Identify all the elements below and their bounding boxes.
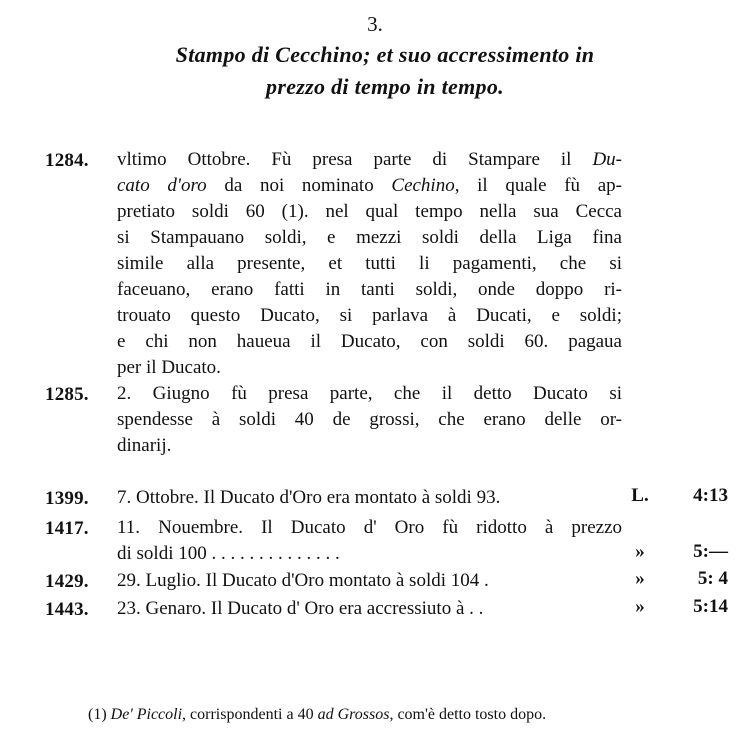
footnote-author: De' Piccoli [110,706,183,723]
entry-line: trouato questo Ducato, si parlava à Ducati, e soldi; [117,305,622,326]
entry-year: 1443. [45,599,89,620]
entry-year: 1285. [45,384,89,405]
entry-year: 1399. [45,488,89,509]
page-title-line-2: prezzo di tempo in tempo. [266,74,504,99]
footnote-marker: (1) [88,706,107,723]
ditto-mark: » [635,596,645,617]
footnote [88,706,728,724]
entry-line: faceuano, erano fatti in tanti soldi, onde doppo ri- [117,279,622,300]
entry-year: 1429. [45,571,89,592]
entry-year: 1417. [45,518,89,539]
entry-line: per il Ducato. [117,357,221,378]
entry-year: 1284. [45,150,89,171]
entry-line: e chi non haueua il Ducato, con soldi 60. pagaua [117,331,622,352]
entry-line: 23. Genaro. Il Ducato d' Oro era accressiuto à . . [117,598,484,619]
amount: 5:— [693,541,728,562]
entry-line: simile alla presente, et tutti li pagamenti, che si [117,253,622,274]
page-title-line-1: Stampo di Cecchino; et suo accressimento in [175,42,595,67]
entry-line: 29. Luglio. Il Ducato d'Oro montato à soldi 104 . [117,570,489,591]
entry-line: pretiato soldi 60 (1). nel qual tempo nella sua Cecca [117,201,622,222]
entry-line: 11. Nouembre. Il Ducato d' Oro fù ridotto à prezzo [117,517,622,538]
amount: 5: 4 [697,568,728,589]
ditto-mark: » [635,541,645,562]
entry-line: di soldi 100 . . . . . . . . . . . . . . [117,543,340,564]
entry-line: 7. Ottobre. Il Ducato d'Oro era montato à soldi 93. [117,487,501,508]
entry-line: vltimo Ottobre. Fù presa parte di Stampare il Du- [117,149,622,170]
entry-line: si Stampauano soldi, e mezzi soldi della Liga fina [117,227,622,248]
footnote-term: ad Grossos [317,706,390,723]
currency-mark: L. [631,485,649,506]
entry-line: cato d'oro da noi nominato Cechino, il quale fù ap- [117,175,623,196]
ditto-mark: » [635,568,645,589]
entry-line: spendesse à soldi 40 de grossi, che erano delle or- [117,409,622,430]
footnote-text: , corrispondenti a 40 [182,706,318,723]
amount: 5:14 [693,596,728,617]
amount: 4:13 [693,485,728,506]
entry-line: 2. Giugno fù presa parte, che il detto Ducato si [117,383,622,404]
footnote-text: , com'è detto tosto dopo. [389,706,547,723]
page-number: 3. [367,12,383,36]
entry-line: dinarij. [117,435,172,456]
